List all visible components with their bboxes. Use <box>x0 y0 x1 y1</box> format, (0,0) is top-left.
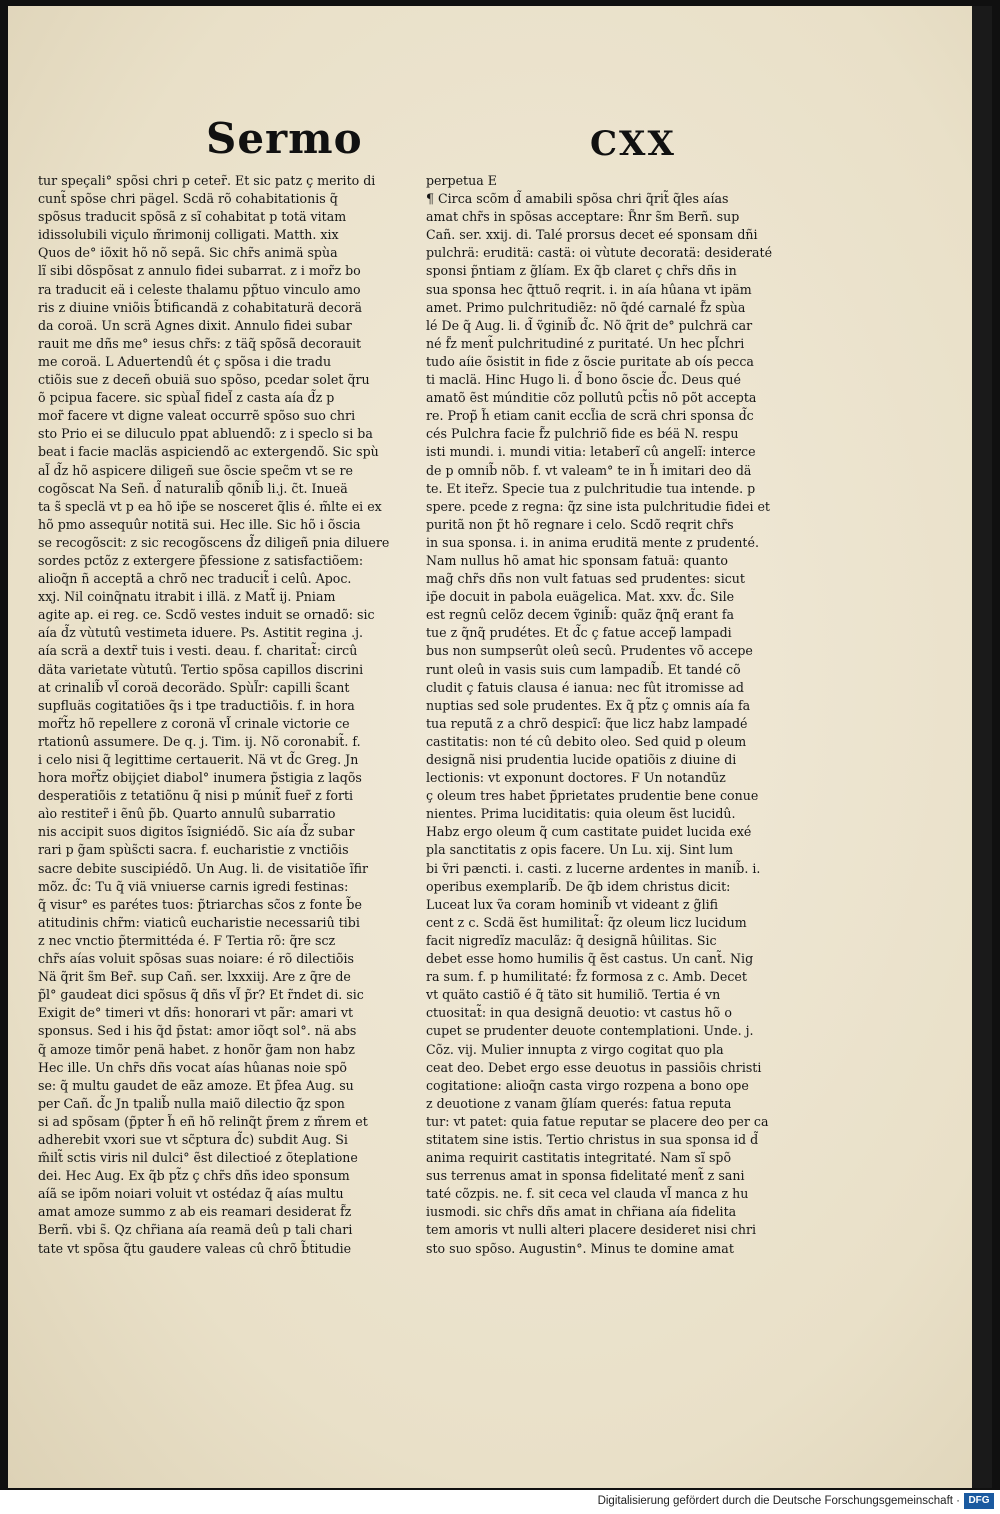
text-line: bi ṽri pæncti. i. casti. z lucerne ardentes in manib̃. i. <box>426 860 761 876</box>
text-line: hõ pmo assequûr notitä sui. Hec ille. Sic hõ i õscia <box>38 516 361 532</box>
text-line: mag̃ chr̃s dñs non vult fatuas sed prudentes: sicut <box>426 571 745 587</box>
text-line: spõsus traducit spõsã z sĩ cohabitat p totä vitam <box>38 209 347 225</box>
text-line: de p omnib̃ nõb. f. vt valeam° te in h̃ imitari deo dä <box>426 462 752 478</box>
text-line: ctiõis sue z deceñ obuiä suo spõso, pcedar solet q̃ru <box>38 372 370 388</box>
text-line: iusmodi. sic chr̃s dñs amat in chr̃iana aía fidelita <box>426 1204 737 1220</box>
dfg-logo: DFG <box>964 1493 994 1509</box>
text-line: m̃ilt̃ sctis viris nil dulci° ẽst dilectioé z õteplatione <box>38 1150 358 1166</box>
text-line: ta s̃ speclä vt p ea hõ ip̃e se nosceret q̃lis é. m̃lte ei ex <box>38 498 382 514</box>
text-line: ip̃e docuit in pabola euägelica. Mat. xxv. d̃c. Sile <box>426 589 735 605</box>
text-line: se recogõscit: z sic recogõscens d̃z diligeñ pnia diluere <box>38 534 390 550</box>
text-line: sacre debite suscipiédõ. Un Aug. li. de visitatiõe ĩfir <box>38 860 369 876</box>
text-line: castitatis: non té cû debito oleo. Sed quid p oleum <box>426 733 747 749</box>
text-line: ti maclä. Hinc Hugo li. d̃ bono õscie d̃c. Deus qué <box>426 372 741 388</box>
text-line: al̃ d̃z hõ aspicere diligeñ sue õscie spec̃m vt se re <box>38 462 353 478</box>
text-line: idissolubili viçulo m̃rimonij colligati. Matth. xix <box>38 227 339 243</box>
text-line: né f̃z ment̃ pulchritudiné z puritaté. Un hec pl̃chri <box>426 335 745 351</box>
text-line: adherebit vxori sue vt sc̃ptura d̃c) subdit Aug. Si <box>38 1131 348 1147</box>
text-line: nientes. Prima luciditatis: quia oleum ẽst lucidû. <box>426 806 736 822</box>
text-line: rari p g̃am spùs̃cti sacra. f. eucharistie z vnctiõis <box>38 842 349 858</box>
text-line: rtationû assumere. De q. j. Tim. ij. Nõ coronabit̃. f. <box>38 733 361 749</box>
text-line: isti mundi. i. mundi vitia: letaberĩ cû angelĩ: interce <box>426 444 756 460</box>
text-line: cés Pulchra facie f̃z pulchriõ fide es béä N. respu <box>426 426 739 442</box>
text-line: Cañ. ser. xxij. di. Talé prorsus decet eé sponsam dñi <box>426 227 758 243</box>
text-line: ra traducit eä i celeste thalamu pp̃tuo vinculo amo <box>38 281 361 297</box>
text-line: stitatem sine istis. Tertio christus in sua sponsa id d̃ <box>426 1131 759 1147</box>
text-line: operibus exemplarib̃. De q̃b idem christus dicit: <box>426 878 731 894</box>
text-line: sponsus. Sed i his q̃d p̃stat: amor iõqt sol°. nä abs <box>38 1023 357 1039</box>
text-column-left <box>38 172 413 1258</box>
text-line: ris z diuine vniõis b̃tificandä z cohabitaturä decorä <box>38 299 363 315</box>
text-line: tur: vt patet: quia fatue reputar se placere deo per ca <box>426 1113 769 1129</box>
text-line: cludit ç fatuis clausa é ianua: nec fût itromisse ad <box>426 679 744 695</box>
text-line: Cõz. vij. Mulier innupta z virgo cogitat quo pla <box>426 1041 724 1057</box>
text-line: rauit me dñs me° iesus chr̃s: z täq̃ spõsã decorauit <box>38 335 362 351</box>
text-line: tua reputã z a chrõ despicĩ: q̃ue licz habz lampadé <box>426 715 748 731</box>
running-head-left: Sermo <box>206 114 363 163</box>
text-line: sordes pctõz z extergere p̃fessione z satisfactiõem: <box>38 552 364 568</box>
text-line: tudo aíie õsistit in fide z õscie puritate ab oís pecca <box>426 353 754 369</box>
text-line: Habz ergo oleum q̃ cum castitate puidet lucida exé <box>426 824 752 840</box>
text-line: tue z q̃nq̃ prudétes. Et d̃c ç fatue accep̃ lampadi <box>426 625 732 641</box>
text-line: aía d̃z vùtutû vestimeta iduere. Ps. Astitit regina .j. <box>38 625 364 641</box>
text-line: q̃ amoze timõr penä habet. z honõr g̃am non habz <box>38 1041 355 1057</box>
text-line: perpetua E <box>426 173 497 188</box>
text-line: taté cõzpis. ne. f. sit ceca vel clauda vl̃ manca z hu <box>426 1186 749 1202</box>
text-line: nuptias sed sole prudentes. Ex q̃ pt̃z ç omnis aía fa <box>426 697 751 713</box>
text-line: õ pcipua facere. sic spùal̃ fidel̃ z casta aía d̃z p <box>38 390 335 406</box>
text-line: tur speçali° spõsi chri p ceter̃. Et sic patz ç merito di <box>38 173 376 188</box>
text-line: lé De q̃ Aug. li. d̃ ṽginib̃ d̃c. Nõ q̃rit de° pulchrä car <box>426 317 753 333</box>
text-line: hora mor̃t̃z obijçiet diabol° inumera p̃stigia z laqõs <box>38 770 362 786</box>
funding-notice: Digitalisierung gefördert durch die Deutsche Forschungsgemeinschaft · <box>597 1495 960 1507</box>
text-line: puritã non p̃t hõ regnare i celo. Scdõ reqrit chr̃s <box>426 516 734 532</box>
book-page <box>8 6 980 1488</box>
text-line: si ad spõsam (p̃pter h̃ eñ hõ relinq̃t p̃rem z m̃rem et <box>38 1113 368 1129</box>
text-line: Nam nullus hõ amat hic sponsam fatuä: quanto <box>426 552 728 568</box>
text-line: aíã se ipõm noiari voluit vt ostédaz q̃ aías multu <box>38 1186 344 1202</box>
text-line: sus terrenus amat in sponsa fidelitaté ment̃ z sani <box>426 1168 745 1184</box>
text-line: Berñ. vbi s̃. Qz chr̃iana aía reamä deû p tali chari <box>38 1222 353 1238</box>
text-line: supfluäs cogitatiões q̃s i tpe traductiõis. f. in hora <box>38 697 355 713</box>
footer-bar <box>0 1490 1000 1514</box>
text-line: dei. Hec Aug. Ex q̃b pt̃z ç chr̃s dñs ideo sponsum <box>38 1168 350 1184</box>
text-line: spere. pcede z regna: q̃z sine ista pulchritudie fidei et <box>426 498 770 514</box>
text-line: lectionis: vt exponunt doctores. F Un notandũz <box>426 770 726 786</box>
text-line: aía scrä a dextr̃ tuis i vesti. deau. f. charitat̃: circû <box>38 643 358 659</box>
scan-border <box>972 6 992 1488</box>
text-line: in sua sponsa. i. in anima eruditä mente z prudenté. <box>426 534 759 550</box>
text-line: bus non sumpserût oleû secû. Prudentes võ accepe <box>426 643 753 659</box>
text-line: cent z c. Scdä ẽst humilitat̃: q̃z oleum licz lucidum <box>426 914 747 930</box>
text-line: mor̃t̃z hõ repellere z coronä vl̃ crinale victorie ce <box>38 715 350 731</box>
text-line: cogõscat Na Señ. d̃ naturalib̃ qõnib̃ li.j. c̃t. Inueä <box>38 480 348 496</box>
text-line: sto suo spõso. Augustin°. Minus te domine amat <box>426 1240 734 1256</box>
text-line: ç oleum tres habet p̃prietates prudentie bene conue <box>426 788 759 804</box>
text-line: däta varietate vùtutû. Tertio spõsa capillos discrini <box>38 661 364 677</box>
text-line: alioq̃n ñ acceptã a chrõ nec traducit̃ i celû. Apoc. <box>38 571 352 587</box>
text-line: agite ap. ei reg. ce. Scdõ vestes induit se ornadõ: sic <box>38 607 375 623</box>
text-line: me coroä. L Aduertendû ét ç spõsa i die tradu <box>38 353 332 369</box>
text-line: cupet se prudenter deuote contemplationi. Unde. j. <box>426 1023 754 1039</box>
text-line: atitudinis chr̃m: viaticû eucharistie necessariû tibi <box>38 914 360 930</box>
text-line: amat amoze summo z ab eis reamari desiderat f̃z <box>38 1204 352 1220</box>
text-line: runt oleû in vasis suis cum lampadib̃. Et tandé cõ <box>426 661 741 677</box>
text-line: debet esse homo humilis q̃ ẽst castus. Un cant̃. Nig <box>426 951 754 967</box>
text-line: re. Prop̃ h̃ etiam canit eccl̃ia de scrä chri sponsa d̃c <box>426 408 754 424</box>
text-line: Luceat lux ṽa coram hominib̃ vt videant z g̃lifi <box>426 896 719 912</box>
text-line: desperatiõis z tetatiõnu q̃ nisi p múnit̃ fuer̃ z forti <box>38 788 354 804</box>
text-line: Quos de° iõxit hõ nõ sepã. Sic chr̃s animä spùa <box>38 245 338 261</box>
text-line: vt quäto castiõ é q̃ täto sit humiliõ. Tertia é vn <box>426 987 721 1003</box>
text-line: sua sponsa hec q̃ttuõ reqrit. i. in aía hûana vt ipäm <box>426 281 752 297</box>
text-line: sto Prio ei se diluculo ppat abluendõ: z i speclo si ba <box>38 426 373 442</box>
text-line: tate vt spõsa q̃tu gaudere valeas cû chrõ b̃titudie <box>38 1240 352 1256</box>
text-line: Hec ille. Un chr̃s dñs vocat aías hûanas noie spõ <box>38 1059 347 1075</box>
text-line: ra sum. f. p humilitaté: f̃z formosa z c. Amb. Decet <box>426 969 747 985</box>
text-line: cogitatione: alioq̃n casta virgo rozpena a bono ope <box>426 1077 749 1093</box>
text-line: lĩ sibi dõspõsat z annulo fidei subarrat. z i mor̃z bo <box>38 263 361 279</box>
text-column-right <box>426 172 802 1258</box>
text-line: at crinalib̃ vl̃ coroä decorädo. Spùl̃r: capilli s̃cant <box>38 679 350 695</box>
text-line: da coroä. Un scrä Agnes dixit. Annulo fidei subar <box>38 317 352 333</box>
text-line: xxj. Nil coinq̃natu itrabit i illä. z Matt̃ ij. Pniam <box>38 589 336 605</box>
text-line: aìo restiter̃ i ẽnû p̃b. Quarto annulû subarratio <box>38 806 336 822</box>
text-line: per Cañ. d̃c Jn tpalib̃ nulla maiõ dilectio q̃z spon <box>38 1095 345 1111</box>
text-line: ceat deo. Debet ergo esse deuotus in passiõis christi <box>426 1059 762 1075</box>
text-line: beat i facie macläs aspiciendõ ac extergendõ. Sic spù <box>38 444 379 460</box>
text-line: pulchrä: eruditä: castä: oi vùtute decoratä: desideraté <box>426 245 773 261</box>
text-line: amat chr̃s in spõsas acceptare: R̃nr s̃m Berñ. sup <box>426 209 740 225</box>
text-line: se: q̃ multu gaudet de eãz amoze. Et p̃fea Aug. su <box>38 1077 354 1093</box>
text-line: mor̃ facere vt digne valeat occurrẽ spõso suo chri <box>38 408 356 424</box>
text-line: ctuositat̃: in qua designã deuotio: vt castus hõ o <box>426 1005 732 1021</box>
text-line: q̃ visur° es parétes tuos: p̃triarchas sc̃os z fonte b̃e <box>38 896 362 912</box>
text-line: amet. Primo pulchritudiẽz: nõ q̃dé carnalé f̃z spùa <box>426 299 746 315</box>
text-line: p̃l° gaudeat dici spõsus q̃ dñs vl̃ p̃r? Et r̃ndet di. sic <box>38 987 364 1003</box>
text-line: nis accipit suos digitos ĩsigniédõ. Sic aía d̃z subar <box>38 824 355 840</box>
text-line: tem amoris vt nulli alteri placere desideret nisi chri <box>426 1222 757 1238</box>
text-line: ¶ Circa scõm d̃ amabili spõsa chri q̃rit̃ q̃les aías <box>426 191 729 207</box>
text-line: Exigit de° timeri vt dñs: honorari vt pãr: amari vt <box>38 1005 354 1021</box>
text-line: i celo nisi q̃ legittime certauerit. Nä vt d̃c Greg. Jn <box>38 752 359 767</box>
text-line: Nä q̃rit s̃m Ber̃. sup Cañ. ser. lxxxiij. Are z q̃re de <box>38 969 351 985</box>
text-line: te. Et iter̃z. Specie tua z pulchritudie tua intende. p <box>426 480 756 496</box>
text-line: pla sanctitatis z opis facere. Un Lu. xij. Sint lum <box>426 842 734 858</box>
text-line: amatõ ẽst múnditie cõz pollutû pct̃is nõ põt accepta <box>426 390 757 406</box>
text-line: est regnû celõz decem ṽginib̃: quãz q̃nq̃ erant fa <box>426 607 734 623</box>
text-line: z deuotione z vanam g̃líam querés: fatua reputa <box>426 1095 732 1111</box>
text-line: chr̃s aías voluit spõsas suas noiare: é rõ dilectiõis <box>38 951 354 967</box>
folio-number: CXX <box>590 124 676 164</box>
text-line: sponsi p̃ntiam z g̃líam. Ex q̃b claret ç chr̃s dñs in <box>426 263 737 279</box>
text-line: z nec vnctio p̃termittéda é. F Tertia rõ: q̃re scz <box>38 932 336 948</box>
text-line: designã nisi prudentia lucide opatiõis z diuine di <box>426 752 737 767</box>
text-line: anima requirit castitatis integritaté. Nam sĩ spõ <box>426 1150 732 1166</box>
text-line: mõz. d̃c: Tu q̃ viä vniuerse carnis igredi festinas: <box>38 878 349 894</box>
text-line: cunt̃ spõse chri pägel. Scdä rõ cohabitationis q̃ <box>38 191 338 207</box>
text-line: facit nigredĩz maculãz: q̃ designã hûilitas. Sic <box>426 932 717 948</box>
